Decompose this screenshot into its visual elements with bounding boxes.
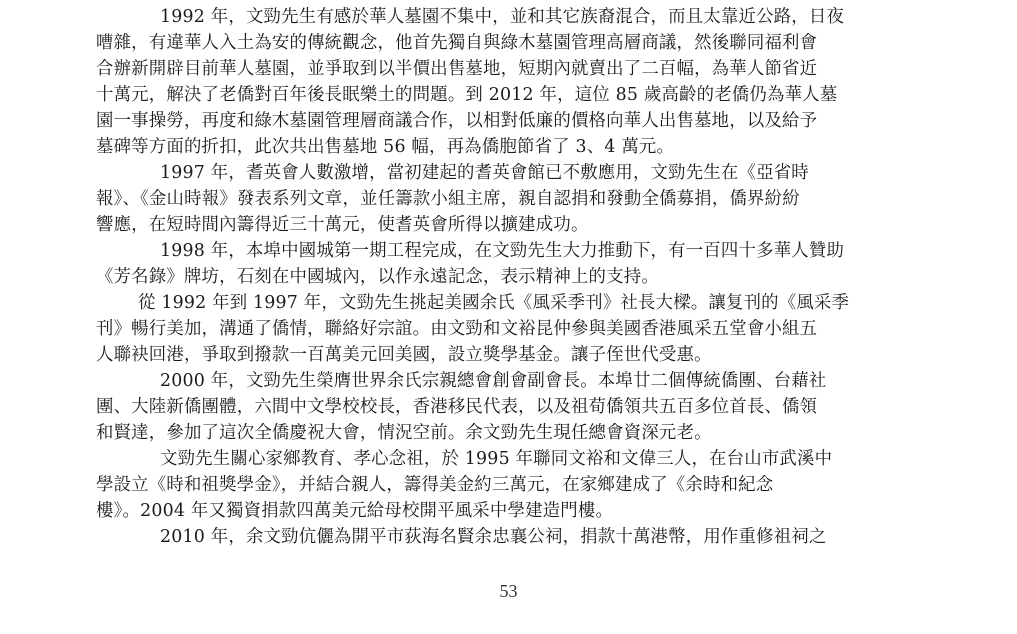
page-number: 53 <box>499 581 518 601</box>
text-line: 團、大陸新僑團體，六間中文學校校長，香港移民代表，以及祖荀僑領共五百多位首長、僑領 <box>96 397 818 417</box>
text-line: 響應，在短時間內籌得近三十萬元，使耆英會所得以擴建成功。 <box>96 215 589 235</box>
text-line: 樓》。2004 年又獨資捐款四萬美元給母校開平風采中學建造門樓。 <box>96 501 614 521</box>
text-line: 十萬元，解決了老僑對百年後長眠樂土的問題。到 2012 年，這位 85 歲高齡的老僑仍為華人墓 <box>96 85 838 105</box>
text-line: 刊》暢行美加，溝通了僑情，聯絡好宗誼。由文勁和文裕昆仲參與美國香港風采五堂會小組五 <box>96 319 818 339</box>
text-line: 文勁先生關心家鄉教育、孝心念祖，於 1995 年聯同文裕和文偉三人，在台山市武溪中 <box>160 449 833 469</box>
text-line: 合辦新開辟目前華人墓園，並爭取到以半價出售墓地，短期內就賣出了二百幅，為華人節省近 <box>96 59 818 79</box>
text-line: 1997 年，耆英會人數激增，當初建起的耆英會館已不敷應用，文勁先生在《亞省時 <box>160 163 809 183</box>
text-line: 園一事操勞，再度和綠木墓園管理層商議合作，以相對低廉的價格向華人出售墓地，以及給予 <box>96 111 818 131</box>
text-line: 2010 年，余文勁伉儷為開平市荻海名賢余忠襄公祠，捐款十萬港幣，用作重修祖祠之 <box>160 527 827 547</box>
text-line: 1992 年，文勁先生有感於華人墓園不集中，並和其它族裔混合，而且太靠近公路，日夜 <box>160 7 845 27</box>
text-line: 學設立《時和祖獎學金》，并結合親人，籌得美金約三萬元，在家鄉建成了《余時和紀念 <box>96 475 774 495</box>
text-line: 人聯袂回港，爭取到撥款一百萬美元回美國，設立獎學基金。讓子侄世代受惠。 <box>96 345 712 365</box>
text-line: 嘈雜，有違華人入土為安的傳統觀念，他首先獨自與綠木墓園管理高層商議，然後聯同福利會 <box>96 33 818 53</box>
text-line: 從 1992 年到 1997 年，文勁先生挑起美國余氏《風采季刊》社長大樑。讓复刊的《風采季 <box>138 293 850 313</box>
body-text <box>96 4 938 550</box>
text-line: 墓碑等方面的折扣，此次共出售墓地 56 幅，再為僑胞節省了 3、4 萬元。 <box>96 137 675 157</box>
text-line: 報》、《金山時報》發表系列文章，並任籌款小組主席，親自認捐和發動全僑募捐，僑界紛紛 <box>96 189 800 209</box>
text-line: 和賢達，參加了這次全僑慶祝大會，情況空前。余文勁先生現任總會資深元老。 <box>96 423 712 443</box>
text-line: 2000 年，文勁先生榮膺世界余氏宗親總會創會副會長。本埠廿二個傳統僑團、台藉社 <box>160 371 827 391</box>
text-line: 1998 年，本埠中國城第一期工程完成，在文勁先生大力推動下，有一百四十多華人贊助 <box>160 241 845 261</box>
text-line: 《芳名錄》牌坊，石刻在中國城內，以作永遠記念，表示精神上的支持。 <box>96 267 659 287</box>
